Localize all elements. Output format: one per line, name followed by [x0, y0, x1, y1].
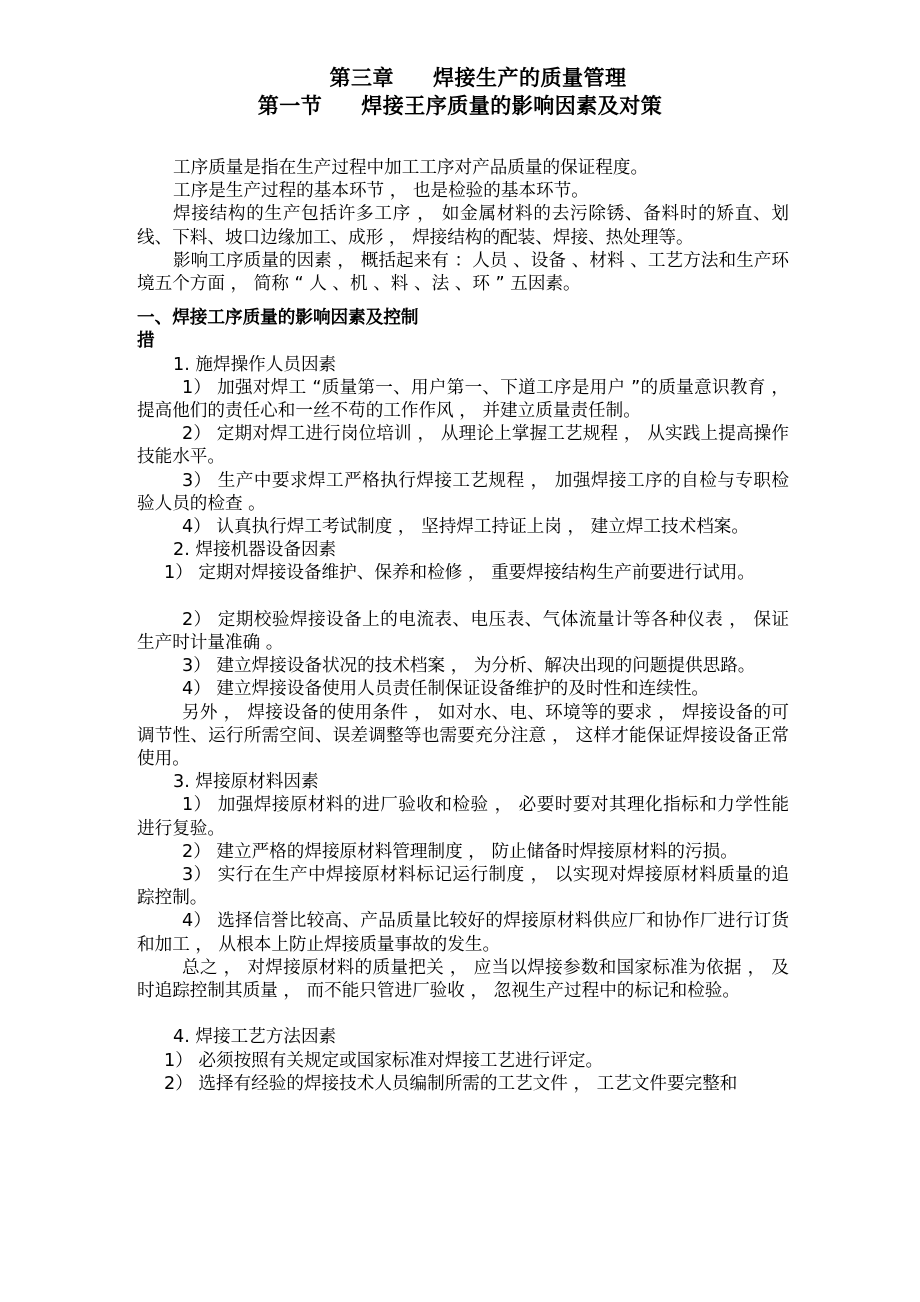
subsection-2-item-3: 3） 建立焊接设备状况的技术档案 ， 为分析、解决出现的问题提供思路。 [182, 656, 756, 677]
subsection-3-closing: 总之 ， 对焊接原材料的质量把关 ， 应当以焊接参数和国家标准为依据 ， 及时追踪控制其质量 ， 而不能只管进厂验收 ， 忽视生产过程中的标记和检验。 [137, 957, 789, 1002]
intro-paragraph-3: 焊接结构的生产包括许多工序 ， 如金属材料的去污除锈、备料时的矫直、划线、下料、坡口边缘加工、成形 ， 焊接结构的配装、焊接、热处理等。 [137, 204, 789, 248]
subsection-2-item-1: 1） 定期对焊接设备维护、保养和检修 ， 重要焊接结构生产前要进行试用。 [164, 563, 755, 584]
subsection-1-item-2: 2） 定期对焊工进行岗位培训 ， 从理论上掌握工艺规程 ， 从实践上提高操作技能水平。 [137, 424, 789, 468]
subsection-4-item-1: 1） 必须按照有关规定或国家标准对焊接工艺进行评定。 [164, 1050, 604, 1071]
subsection-1-item-4: 4） 认真执行焊工考试制度 ， 坚持焊工持证上岗 ， 建立焊工技术档案。 [182, 517, 749, 538]
section-title: 第一节 焊接王序质量的影响因素及对策 [257, 94, 663, 118]
subsection-3-item-4: 4） 选择信誉比较高、产品质量比较好的焊接原材料供应厂和协作厂进行订货和加工 ， 从根本上防止焊接质量事故的发生。 [137, 911, 789, 955]
document-body [137, 157, 795, 1096]
subsection-3-item-1: 1） 加强焊接原材料的进厂验收和检验 ， 必要时要对其理化指标和力学性能进行复验。 [137, 795, 789, 839]
subsection-2-title: 2. 焊接机器设备因素 [173, 540, 337, 561]
subsection-1-item-1: 1） 加强对焊工 “质量第一、用户第一、下道工序是用户 ”的质量意识教育 ， 提高他们的责任心和一丝不苟的工作作风 ， 并建立质量责任制。 [137, 377, 795, 422]
blank-line [137, 586, 789, 609]
intro-paragraph-1: 工序质量是指在生产过程中加工工序对产品质量的保证程度。 [173, 158, 649, 178]
intro-paragraph-2: 工序是生产过程的基本环节 ， 也是检验的基本环节。 [173, 181, 589, 202]
blank-line [137, 1003, 789, 1026]
subsection-2-closing: 另外 ， 焊接设备的使用条件 ， 如对水、电、环境等的要求 ， 焊接设备的可调节性、运行所需空间、误差调整等也需要充分注意 ， 这样才能保证焊接设备正常使用。 [137, 702, 789, 770]
section-heading-line-2: 措 [137, 331, 155, 352]
subsection-4-title: 4. 焊接工艺方法因素 [173, 1027, 337, 1048]
section-heading-line-1: 一、焊接工序质量的影响因素及控制 [137, 308, 419, 329]
subsection-3-item-2: 2） 建立严格的焊接原材料管理制度 ， 防止储备时焊接原材料的污损。 [182, 841, 738, 862]
subsection-2-item-2: 2） 定期校验焊接设备上的电流表、电压表、气体流量计等各种仪表 ， 保证生产时计量准确 。 [137, 609, 789, 654]
document-title-block [0, 64, 920, 120]
intro-paragraph-4: 影响工序质量的因素 ， 概括起来有 ：人员 、设备 、材料 、工艺方法和生产环境五个方面 ， 简称 “ 人 、机 、料 、法 、环 ” 五因素。 [137, 250, 789, 295]
subsection-1-item-3: 3） 生产中要求焊工严格执行焊接工艺规程 ， 加强焊接工序的自检与专职检验人员的检查 。 [137, 470, 789, 514]
subsection-2-item-4: 4） 建立焊接设备使用人员责任制保证设备维护的及时性和连续性。 [182, 679, 710, 700]
subsection-3-item-3: 3） 实行在生产中焊接原材料标记运行制度 ， 以实现对焊接原材料质量的追踪控制。 [137, 865, 789, 909]
subsection-4-item-2: 2） 选择有经验的焊接技术人员编制所需的工艺文件 ， 工艺文件要完整和 [164, 1073, 738, 1094]
subsection-3-title: 3. 焊接原材料因素 [173, 772, 319, 793]
paragraph-gap [137, 296, 789, 307]
chapter-title: 第三章 焊接生产的质量管理 [329, 66, 627, 90]
subsection-1-title: 1. 施焊操作人员因素 [173, 354, 337, 375]
